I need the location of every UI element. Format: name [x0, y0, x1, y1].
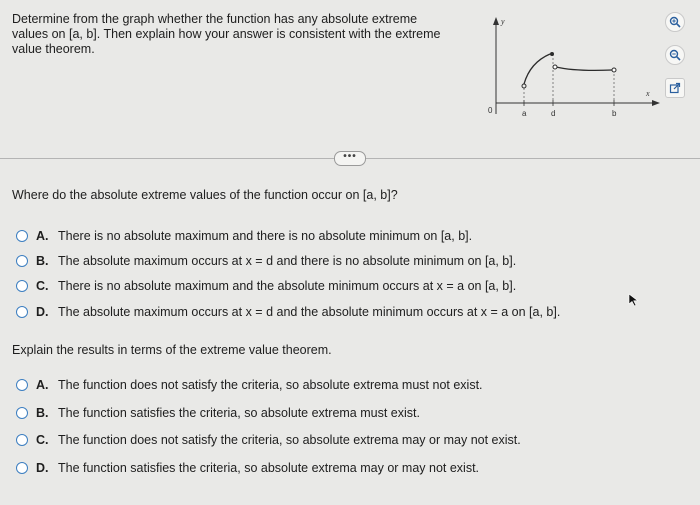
magnifier-minus-icon: [669, 49, 681, 61]
y-axis-label: y: [501, 17, 505, 26]
tick-label-a: a: [522, 109, 527, 118]
endpoint-d: [550, 52, 554, 56]
part2-option-a[interactable]: [16, 376, 483, 394]
tick-label-d: d: [551, 109, 556, 118]
radio-button[interactable]: [16, 462, 28, 474]
popout-icon: [669, 82, 681, 94]
part2-option-d[interactable]: [16, 459, 479, 477]
part2-option-c[interactable]: [16, 431, 521, 449]
option-letter: D.: [36, 461, 49, 475]
option-letter: D.: [36, 305, 49, 319]
expand-more-button[interactable]: •••: [334, 151, 366, 166]
curve-left: [524, 54, 550, 84]
function-graph: [474, 12, 674, 127]
part1-option-d[interactable]: [16, 303, 560, 321]
zoom-in-button[interactable]: [665, 12, 685, 32]
option-text: The function satisfies the criteria, so absolute extrema may or may not exist.: [58, 461, 480, 475]
option-letter: B.: [36, 254, 49, 268]
y-axis-arrow: [493, 17, 499, 25]
magnifier-plus-icon: [669, 16, 681, 28]
radio-button[interactable]: [16, 434, 28, 446]
radio-button[interactable]: [16, 230, 28, 242]
x-axis-arrow: [652, 100, 660, 106]
origin-label: 0: [488, 106, 493, 115]
option-text: The absolute maximum occurs at x = d and there is no absolute minimum on [a, b].: [58, 254, 517, 268]
popout-button[interactable]: [665, 78, 685, 98]
option-text: There is no absolute maximum and there is no absolute minimum on [a, b].: [58, 229, 473, 243]
option-text: The function satisfies the criteria, so absolute extrema must exist.: [58, 406, 420, 420]
option-letter: A.: [36, 378, 49, 392]
part1-option-c[interactable]: [16, 277, 516, 295]
option-text: There is no absolute maximum and the absolute minimum occurs at x = a on [a, b].: [58, 279, 517, 293]
option-text: The absolute maximum occurs at x = d and the absolute minimum occurs at x = a on [a, b].: [58, 305, 561, 319]
mouse-cursor-icon: [628, 293, 640, 307]
x-axis-label: x: [646, 89, 650, 98]
part2-prompt: Explain the results in terms of the extreme value theorem.: [12, 343, 332, 357]
part1-option-a[interactable]: [16, 227, 472, 245]
radio-button[interactable]: [16, 306, 28, 318]
option-letter: C.: [36, 433, 49, 447]
question-text: Determine from the graph whether the function has any absolute extreme values on [a, b]. Then explain how your answer is consistent with the extreme value theorem.: [12, 12, 441, 56]
open-point-d: [553, 65, 557, 69]
part1-option-b[interactable]: [16, 252, 516, 270]
part2-option-b[interactable]: [16, 404, 420, 422]
option-letter: C.: [36, 279, 49, 293]
option-text: The function does not satisfy the criteria, so absolute extrema must not exist.: [58, 378, 483, 392]
part1-prompt: Where do the absolute extreme values of the function occur on [a, b]?: [12, 188, 398, 202]
radio-button[interactable]: [16, 280, 28, 292]
zoom-out-button[interactable]: [665, 45, 685, 65]
option-letter: A.: [36, 229, 49, 243]
radio-button[interactable]: [16, 255, 28, 267]
open-point-b: [612, 68, 616, 72]
radio-button[interactable]: [16, 407, 28, 419]
curve-right: [556, 67, 612, 70]
option-letter: B.: [36, 406, 49, 420]
tick-label-b: b: [612, 109, 617, 118]
closed-point-a: [522, 84, 526, 88]
radio-button[interactable]: [16, 379, 28, 391]
option-text: The function does not satisfy the criteria, so absolute extrema may or may not exist.: [58, 433, 521, 447]
